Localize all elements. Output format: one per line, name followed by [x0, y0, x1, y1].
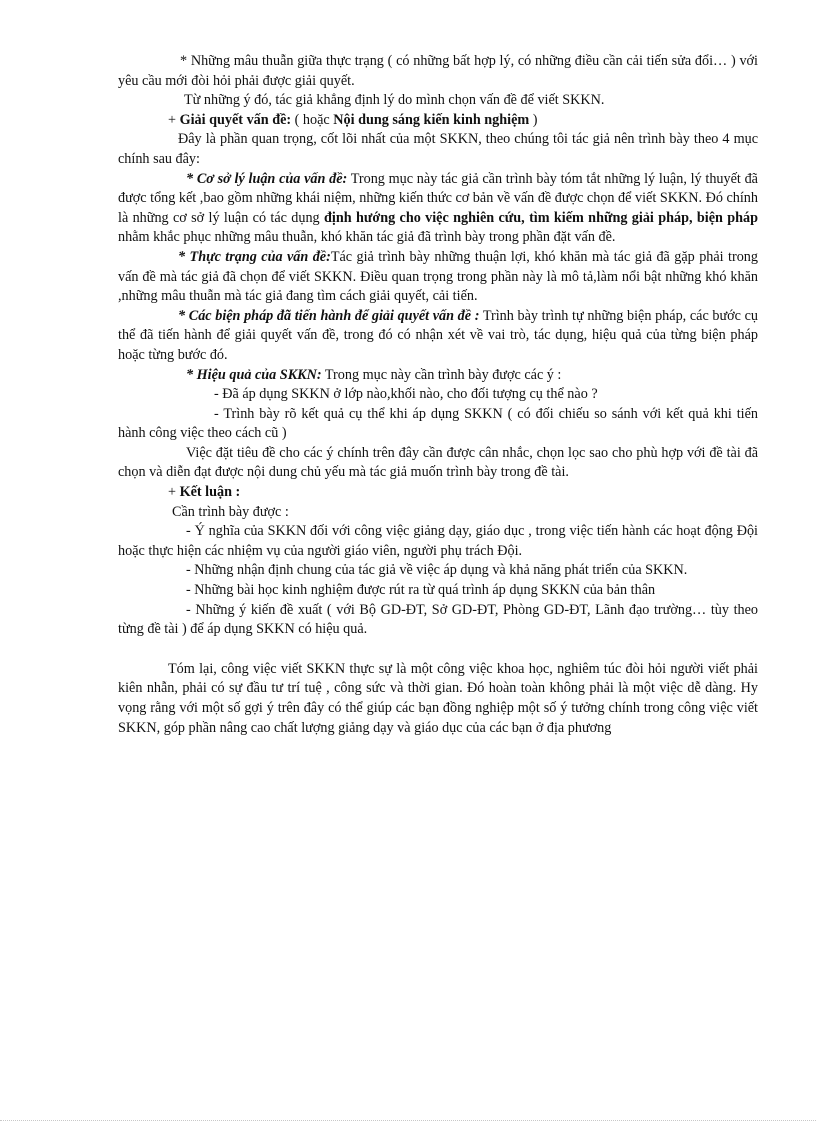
measures-title: * Các biện pháp đã tiến hành để giải quyết vấn đề :: [178, 307, 480, 324]
status-title: * Thực trạng của vấn đề:: [178, 248, 331, 265]
conclusion-item-1: - Ý nghĩa của SKKN đối với công việc giảng dạy, giáo dục , trong việc tiến hành các hoạt động Đội hoặc thực hiện các nhiệm vụ của người giáo viên, người phụ trách Đội.: [118, 523, 758, 559]
effect-paragraph: [118, 366, 758, 386]
solve-heading-mid: ( hoặc: [291, 111, 334, 128]
summary-paragraph: Tóm lại, công việc viết SKKN thực sự là một công việc khoa học, nghiêm túc đòi hỏi người viết phải kiên nhẫn, phải có sự đầu tư trí tuệ , công sức và thời gian. Đó hoàn toàn không phải là một việc dễ dàng. Hy vọng rằng với một số gợi ý trên đây có thể giúp các bạn đồng nghiệp một số ý tưởng chính trong công việc viết SKKN, góp phần nâng cao chất lượng giảng dạy và giáo dục của các bạn ở địa phương: [118, 660, 758, 736]
conclusion-item-4: - Những ý kiến đề xuất ( với Bộ GD-ĐT, Sở GD-ĐT, Phòng GD-ĐT, Lãnh đạo trường… tùy theo từng đề tài ) để áp dụng SKKN có hiệu quả.: [118, 601, 758, 638]
reason-paragraph: Từ những ý đó, tác giả khẳng định lý do mình chọn vấn đề để viết SKKN.: [184, 92, 605, 109]
measures-paragraph: [118, 307, 758, 366]
basis-title: * Cơ sở lý luận của vấn đề:: [186, 170, 348, 187]
conclusion-item-3: - Những bài học kinh nghiệm được rút ra từ quá trình áp dụng SKKN của bản thân: [186, 582, 656, 599]
document-page: [118, 52, 758, 738]
solve-heading-end: ): [529, 111, 538, 128]
basis-text-1: Trong mục này tác giả cần trình bày tóm tắt những lý luận, lý thuyết đã được tổng kết ,bao gồm những khái niệm, những kiến thức cơ bản về vấn đề được chọn để viết SKKN. Đó chính là những cơ sở lý luận có tác dụng: [118, 170, 758, 226]
conclusion-item-2: - Những nhận định chung của tác giả về việc áp dụng và khả năng phát triển của SKKN.: [186, 562, 688, 579]
measures-text: Trình bày trình tự những biện pháp, các bước cụ thể đã tiến hành để giải quyết vấn đề, trong đó có nhận xét về vai trò, tác dụng, hiệu quả của từng biện pháp hoặc từng bước đó.: [118, 307, 758, 363]
status-text: Tác giả trình bày những thuận lợi, khó khăn mà tác giả đã gặp phải trong vấn đề mà tác giả đã chọn để viết SKKN. Điều quan trọng trong phần này là mô tả,làm nổi bật những khó khăn ,những mâu thuẫn mà tác giả đang tìm cách giải quyết, cải tiến.: [118, 248, 758, 305]
solve-heading-prefix: +: [168, 111, 180, 128]
effect-note-paragraph: Việc đặt tiêu đề cho các ý chính trên đây cần được cân nhắc, chọn lọc sao cho phù hợp với đề tài đã chọn và diễn đạt được nội dung chủ yếu mà tác giả muốn trình bày trong đề tài.: [118, 444, 758, 481]
effect-bullet-1: - Đã áp dụng SKKN ở lớp nào,khối nào, cho đối tượng cụ thể nào ?: [214, 386, 598, 403]
solve-heading-bold: Giải quyết vấn đề:: [179, 111, 292, 128]
basis-bold: định hướng cho việc nghiên cứu, tìm kiếm những giải pháp, biện pháp: [323, 209, 758, 226]
page-bottom-divider: [0, 1120, 816, 1121]
solve-lead-paragraph: Đây là phần quan trọng, cốt lõi nhất của một SKKN, theo chúng tôi tác giả nên trình bày theo 4 mục chính sau đây:: [118, 131, 758, 167]
contradiction-paragraph: * Những mâu thuẫn giữa thực trạng ( có những bất hợp lý, có những điều cần cải tiến sửa đổi… ) với yêu cầu mới đòi hỏi phải được giải quyết.: [118, 53, 758, 89]
conclusion-heading-bold: Kết luận :: [179, 484, 241, 501]
effect-text: Trong mục này cần trình bày được các ý :: [321, 366, 562, 383]
effect-bullet-2: - Trình bày rõ kết quả cụ thể khi áp dụng SKKN ( có đối chiếu so sánh với kết quả khi tiến hành công việc theo cách cũ ): [118, 405, 758, 442]
basis-paragraph: [118, 170, 758, 248]
solve-heading-bold2: Nội dung sáng kiến kinh nghiệm: [333, 111, 530, 128]
conclusion-lead: Cần trình bày được :: [172, 503, 289, 520]
solve-heading: [118, 111, 758, 131]
effect-title: * Hiệu quả của SKKN:: [186, 366, 322, 383]
status-paragraph: [118, 248, 758, 307]
basis-text-2: nhằm khắc phục những mâu thuẫn, khó khăn tác giả đã trình bày trong phần đặt vấn đề.: [118, 229, 616, 246]
conclusion-heading: [118, 483, 758, 503]
conclusion-heading-prefix: +: [168, 484, 180, 501]
paragraph-spacer: [118, 640, 758, 660]
